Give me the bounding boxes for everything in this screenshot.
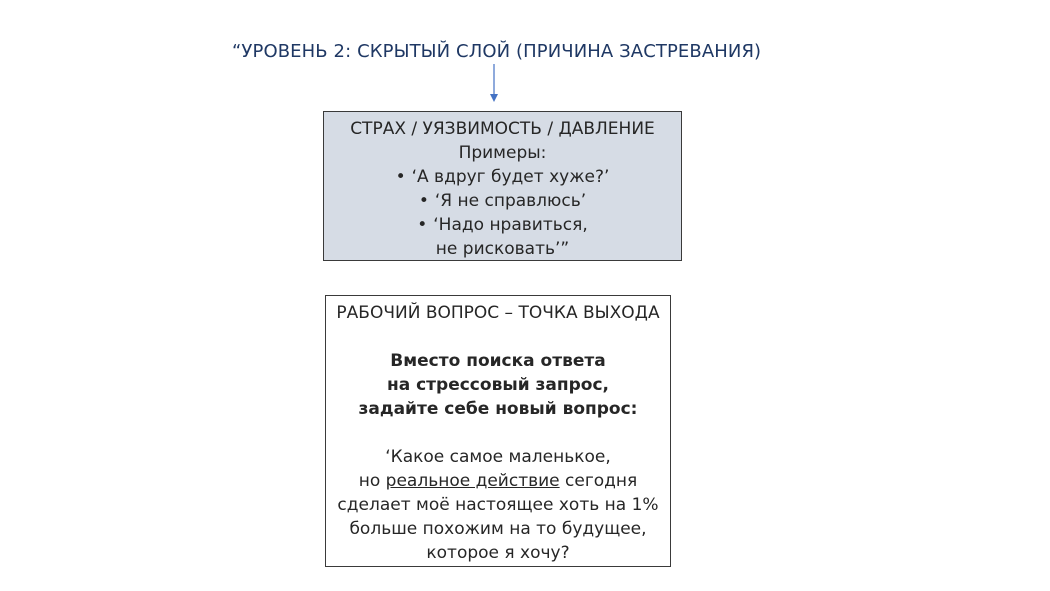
instruction-line: на стрессовый запрос,	[386, 375, 610, 395]
instruction-text	[326, 349, 670, 421]
bullet-icon: •	[417, 215, 428, 235]
question-line: ‘Какое самое маленькое,	[385, 447, 611, 467]
question-fragment: сегодня	[559, 471, 638, 491]
examples-label: Примеры:	[458, 143, 547, 163]
examples-list	[324, 165, 681, 237]
example-text: ‘Надо нравиться,	[433, 215, 588, 235]
question-fragment: но	[358, 471, 386, 491]
example-item	[324, 165, 681, 189]
instruction-line: Вместо поиска ответа	[390, 351, 606, 371]
question-line: сделает моё настоящее хоть на 1%	[337, 495, 659, 515]
underlined-phrase: реальное действие	[385, 471, 560, 491]
example-continuation: не рисковать’”	[435, 239, 570, 259]
hidden-layer-heading: СТРАХ / УЯЗВИМОСТЬ / ДАВЛЕНИЕ	[350, 119, 655, 139]
exit-point-box	[325, 295, 671, 567]
instruction-line: задайте себе новый вопрос:	[358, 399, 638, 419]
down-arrow-icon	[488, 64, 500, 102]
example-text: ‘А вдруг будет хуже?’	[411, 167, 610, 187]
example-item	[324, 189, 681, 213]
bullet-icon: •	[418, 191, 429, 211]
working-question	[326, 445, 670, 565]
bullet-icon: •	[395, 167, 406, 187]
question-line: больше похожим на то будущее,	[349, 519, 647, 539]
example-item	[324, 213, 681, 237]
question-line: которое я хочу?	[426, 543, 570, 563]
example-text: ‘Я не справлюсь’	[434, 191, 587, 211]
diagram-title: “УРОВЕНЬ 2: СКРЫТЫЙ СЛОЙ (ПРИЧИНА ЗАСТРЕВАНИЯ)	[232, 41, 762, 62]
hidden-layer-box	[323, 111, 682, 261]
exit-point-heading: РАБОЧИЙ ВОПРОС – ТОЧКА ВЫХОДА	[336, 303, 660, 323]
question-line	[326, 469, 670, 493]
